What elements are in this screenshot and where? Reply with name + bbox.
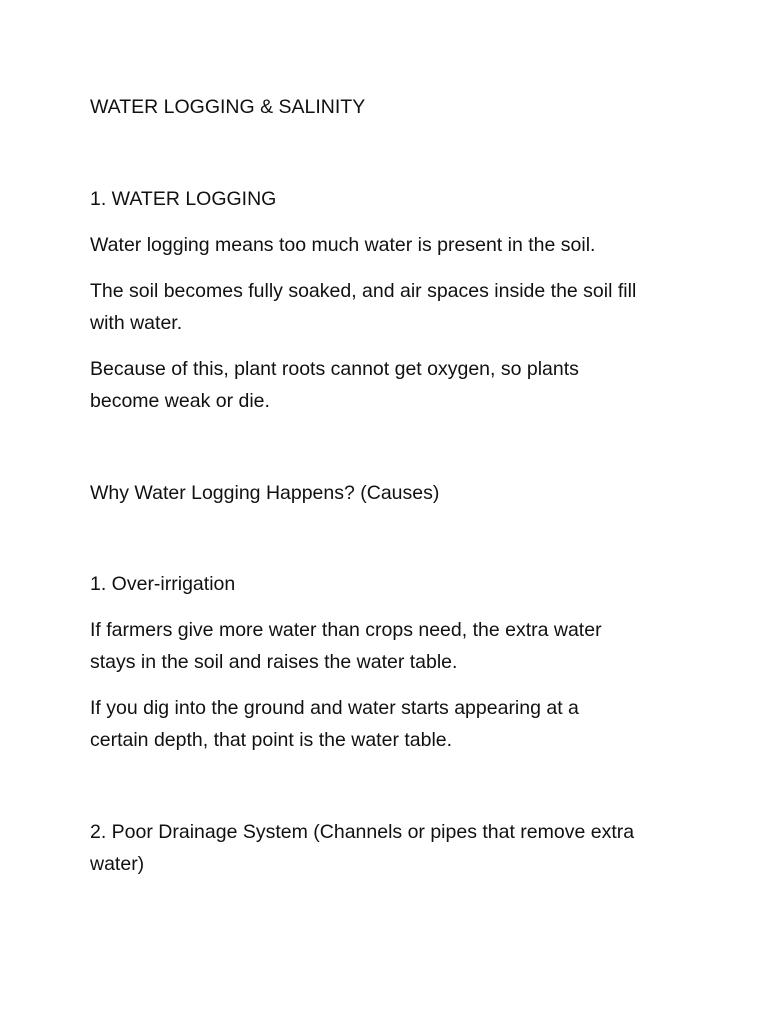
soaked-paragraph-line-2: with water.: [90, 312, 183, 334]
section-heading-water-logging: 1. WATER LOGGING: [90, 188, 277, 210]
cause-poor-drainage-heading-line-1: 2. Poor Drainage System (Channels or pipes that remove extra: [90, 821, 635, 843]
definition-paragraph: Water logging means too much water is present in the soil.: [90, 234, 596, 256]
causes-heading: Why Water Logging Happens? (Causes): [90, 482, 440, 504]
water-table-paragraph-line-1: If you dig into the ground and water starts appearing at a: [90, 697, 579, 719]
oxygen-paragraph-line-2: become weak or die.: [90, 390, 270, 412]
cause-poor-drainage-heading-line-2: water): [90, 853, 145, 875]
soaked-paragraph-line-1: The soil becomes fully soaked, and air spaces inside the soil fill: [90, 280, 637, 302]
cause-over-irrigation-heading: 1. Over-irrigation: [90, 573, 236, 595]
over-irrigation-paragraph-line-2: stays in the soil and raises the water table.: [90, 651, 458, 673]
water-table-paragraph-line-2: certain depth, that point is the water table.: [90, 729, 453, 751]
document-title: WATER LOGGING & SALINITY: [90, 96, 366, 118]
oxygen-paragraph-line-1: Because of this, plant roots cannot get oxygen, so plants: [90, 358, 579, 380]
over-irrigation-paragraph-line-1: If farmers give more water than crops need, the extra water: [90, 619, 602, 641]
